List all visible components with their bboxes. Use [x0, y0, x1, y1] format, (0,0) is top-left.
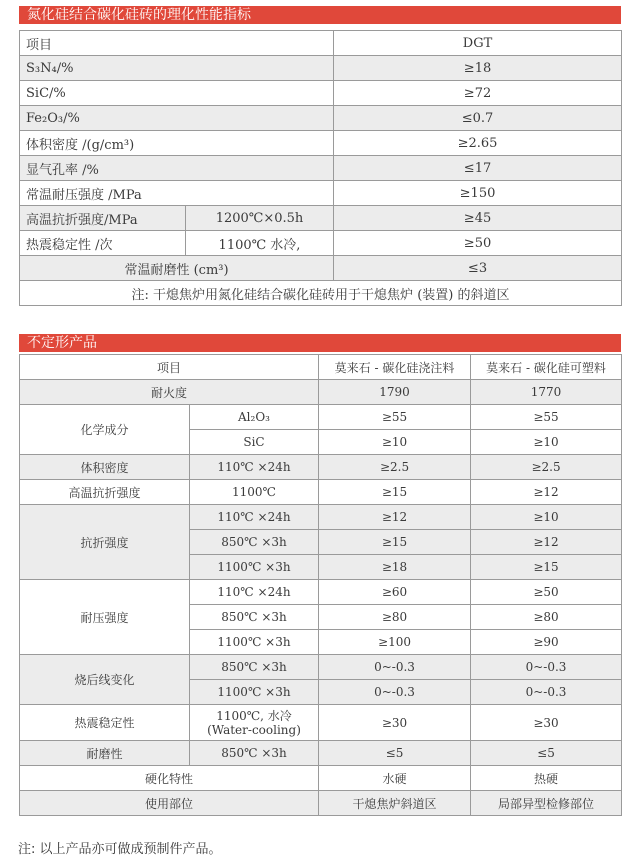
value-plastic: ≥55 [471, 405, 622, 430]
row-label: 高温抗折强度/MPa [20, 206, 186, 231]
header-item: 项目 [20, 355, 319, 380]
table-row [20, 256, 622, 281]
table-row [20, 505, 622, 530]
table-row [20, 181, 622, 206]
row-value: ≥50 [334, 231, 622, 256]
row-label: 体积密度 /(g/cm³) [20, 131, 334, 156]
properties-table [19, 30, 622, 306]
header-grade: DGT [334, 31, 622, 56]
table-note: 注: 干熄焦炉用氮化硅结合碳化硅砖用于干熄焦炉 (装置) 的斜道区 [20, 281, 622, 306]
value-plastic: ≥2.5 [471, 455, 622, 480]
row-condition [190, 705, 319, 741]
table-row [20, 355, 622, 380]
value-castable: ≥15 [319, 480, 471, 505]
header-item: 项目 [20, 31, 334, 56]
value-castable: 水硬 [319, 766, 471, 791]
table-row [20, 405, 622, 430]
value-castable: ≥12 [319, 505, 471, 530]
value-plastic: 0~-0.3 [471, 655, 622, 680]
value-castable: 1790 [319, 380, 471, 405]
row-condition: 110℃ ×24h [190, 505, 319, 530]
table-row [20, 231, 622, 256]
value-plastic: ≥30 [471, 705, 622, 741]
value-castable: ≤5 [319, 741, 471, 766]
table-row [20, 380, 622, 405]
table-row [20, 455, 622, 480]
row-label: 热震稳定性 [20, 705, 190, 741]
row-label: 使用部位 [20, 791, 319, 816]
table-row [20, 56, 622, 81]
row-value: ≤3 [334, 256, 622, 281]
row-label: 化学成分 [20, 405, 190, 455]
row-label: 热震稳定性 /次 [20, 231, 186, 256]
value-castable: ≥55 [319, 405, 471, 430]
value-plastic: 0~-0.3 [471, 680, 622, 705]
row-condition: 850℃ ×3h [190, 530, 319, 555]
table-row [20, 281, 622, 306]
monolithic-table [19, 354, 622, 816]
footnote: 注: 以上产品亦可做成预制件产品。 [18, 842, 222, 857]
value-castable: ≥10 [319, 430, 471, 455]
value-plastic: ≥10 [471, 505, 622, 530]
row-condition: 1100℃ ×3h [190, 555, 319, 580]
table-row [20, 741, 622, 766]
table-row [20, 131, 622, 156]
row-label: 耐压强度 [20, 580, 190, 655]
row-value: ≤17 [334, 156, 622, 181]
row-value: ≥72 [334, 81, 622, 106]
value-plastic: ≥50 [471, 580, 622, 605]
value-castable: 0~-0.3 [319, 680, 471, 705]
row-condition: SiC [190, 430, 319, 455]
row-label: 常温耐磨性 (cm³) [20, 256, 334, 281]
row-label: 显气孔率 /% [20, 156, 334, 181]
row-label: 硬化特性 [20, 766, 319, 791]
row-condition: 1100℃ [190, 480, 319, 505]
value-plastic: ≥80 [471, 605, 622, 630]
row-value: ≥18 [334, 56, 622, 81]
row-label: 高温抗折强度 [20, 480, 190, 505]
value-plastic: ≥12 [471, 480, 622, 505]
value-castable: ≥60 [319, 580, 471, 605]
value-castable: ≥15 [319, 530, 471, 555]
row-value: ≥150 [334, 181, 622, 206]
table1-title: 氮化硅结合碳化硅砖的理化性能指标 [19, 6, 621, 24]
value-castable: 0~-0.3 [319, 655, 471, 680]
value-plastic: ≥15 [471, 555, 622, 580]
row-label: 耐火度 [20, 380, 319, 405]
row-condition: 110℃ ×24h [190, 455, 319, 480]
table2-title: 不定形产品 [19, 334, 621, 352]
row-label: 抗折强度 [20, 505, 190, 580]
row-value: ≤0.7 [334, 106, 622, 131]
condition-line: 1100℃, 水冷 [216, 708, 292, 723]
value-castable: ≥100 [319, 630, 471, 655]
value-castable: ≥2.5 [319, 455, 471, 480]
table-row [20, 81, 622, 106]
table-row [20, 655, 622, 680]
row-label: 体积密度 [20, 455, 190, 480]
value-castable: ≥80 [319, 605, 471, 630]
value-plastic: ≥90 [471, 630, 622, 655]
table-row [20, 580, 622, 605]
row-label: 烧后线变化 [20, 655, 190, 705]
table-row [20, 31, 622, 56]
value-plastic: 1770 [471, 380, 622, 405]
value-plastic: ≥12 [471, 530, 622, 555]
table-row [20, 206, 622, 231]
row-condition: 850℃ ×3h [190, 605, 319, 630]
table-row [20, 766, 622, 791]
value-castable: ≥18 [319, 555, 471, 580]
row-condition: 850℃ ×3h [190, 741, 319, 766]
row-condition: 1100℃ ×3h [190, 630, 319, 655]
row-condition: 1100℃ ×3h [190, 680, 319, 705]
condition-line: (Water-cooling) [207, 722, 301, 737]
row-condition: 110℃ ×24h [190, 580, 319, 605]
row-condition: 1200℃×0.5h [186, 206, 334, 231]
table-row [20, 791, 622, 816]
row-condition: 850℃ ×3h [190, 655, 319, 680]
header-castable: 莫来石 - 碳化硅浇注料 [319, 355, 471, 380]
row-condition: Al₂O₃ [190, 405, 319, 430]
header-plastic: 莫来石 - 碳化硅可塑料 [471, 355, 622, 380]
row-label: S₃N₄/% [20, 56, 334, 81]
value-castable: 干熄焦炉斜道区 [319, 791, 471, 816]
row-label: Fe₂O₃/% [20, 106, 334, 131]
row-value: ≥2.65 [334, 131, 622, 156]
value-plastic: 热硬 [471, 766, 622, 791]
row-value: ≥45 [334, 206, 622, 231]
row-condition: 1100℃ 水冷, [186, 231, 334, 256]
value-plastic: 局部异型检修部位 [471, 791, 622, 816]
value-castable: ≥30 [319, 705, 471, 741]
row-label: SiC/% [20, 81, 334, 106]
table-row [20, 106, 622, 131]
row-label: 常温耐压强度 /MPa [20, 181, 334, 206]
table-row [20, 156, 622, 181]
table-row [20, 480, 622, 505]
value-plastic: ≥10 [471, 430, 622, 455]
value-plastic: ≤5 [471, 741, 622, 766]
row-label: 耐磨性 [20, 741, 190, 766]
table-row [20, 705, 622, 741]
